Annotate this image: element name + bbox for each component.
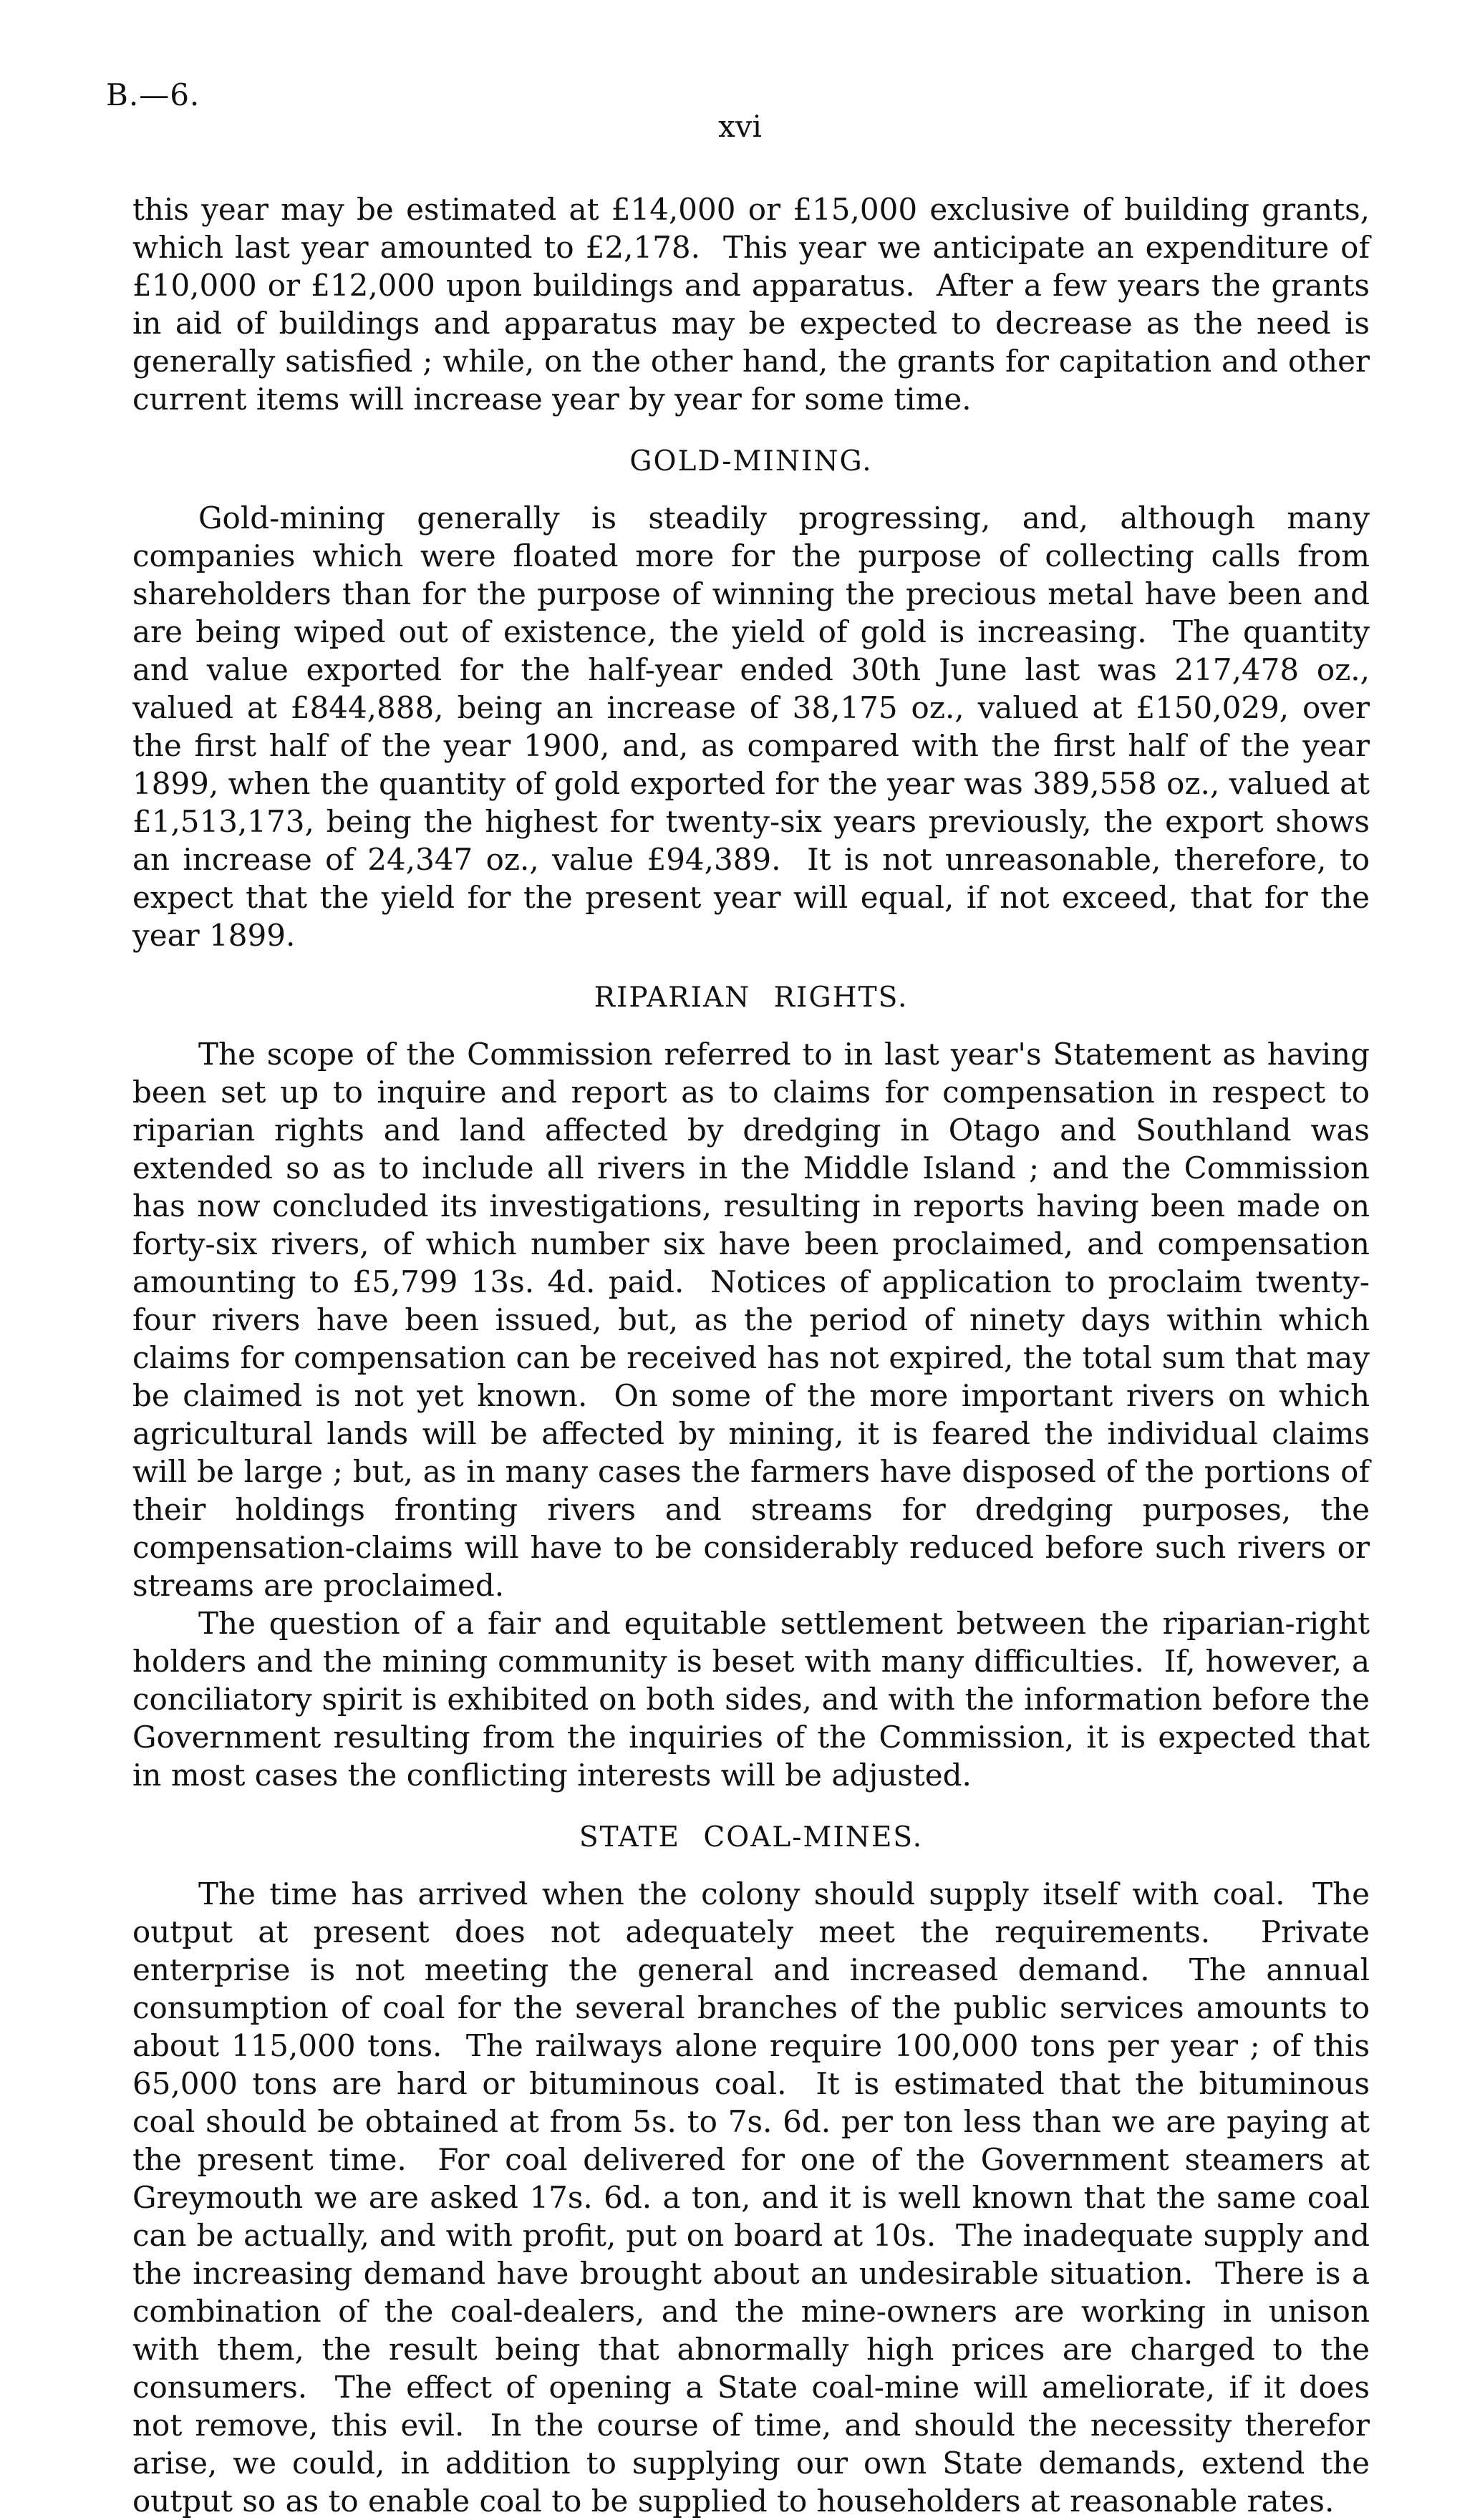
- paragraph-riparian-commission: The scope of the Commission referred to in last year's Statement as having been set up to inquire and report as to claims for compensation in respect to riparian rights and land affected by dredging in Otago and Southland was extended so as to include all rivers in the Middle Island ; and the Commission has now concluded its investigations, resulting in reports having been made on forty-six rivers, of which number six have been proclaimed, and compensation amounting to £5,799 13s. 4d. paid. Notices of application to proclaim twenty-four rivers have been issued, but, as the period of ninety days within which claims for compensation can be received has not expired, the total sum that may be claimed is not yet known. On some of the more important rivers on which agricultural lands will be affected by mining, it is feared the individual claims will be large ; but, as in many cases the farmers have disposed of the portions of their holdings fronting rivers and streams for dredging purposes, the compensation-claims will have to be considerably reduced before such rivers or streams are proclaimed.: [132, 1037, 1380, 1603]
- paragraph-gold-mining: Gold-mining generally is steadily progressing, and, although many companies which were floated more for the purpose of collecting calls from shareholders than for the purpose of winning the precious metal have been and are being wiped out of existence, the yield of gold is increasing. The quantity and value exported for the half-year ended 30th June last was 217,478 oz., valued at £844,888, being an increase of 38,175 oz., valued at £150,029, over the first half of the year 1900, and, as compared with the first half of the year 1899, when the quantity of gold exported for the year was 389,558 oz., valued at £1,513,173, being the highest for twenty-six years previously, the export shows an increase of 24,347 oz., value £94,389. It is not unreasonable, therefore, to expect that the yield for the present year will equal, if not exceed, that for the year 1899.: [132, 500, 1380, 953]
- section-heading-riparian-rights: RIPARIAN RIGHTS.: [594, 982, 909, 1014]
- page-number: xvi: [718, 109, 762, 144]
- paragraph-state-coal-mines: The time has arrived when the colony should supply itself with coal. The output at present does not adequately meet the requirements. Private enterprise is not meeting the general and increased demand. The annual consumption of coal for the several branches of the public services amounts to about 115,000 tons. The railways alone require 100,000 tons per year ; of this 65,000 tons are hard or bituminous coal. It is estimated that the bituminous coal should be obtained at from 5s. to 7s. 6d. per ton less than we are paying at the present time. For coal delivered for one of the Government steamers at Greymouth we are asked 17s. 6d. a ton, and it is well known that the same coal can be actually, and with profit, put on board at 10s. The inadequate supply and the increasing demand have brought about an undesirable situation. There is a combination of the coal-dealers, and the mine-owners are working in unison with them, the result being that abnormally high prices are charged to the consumers. The effect of opening a State coal-mine will ameliorate, if it does not remove, this evil. In the course of time, and should the necessity therefor arise, we could, in addition to supplying our own State demands, extend the output so as to enable coal to be supplied to householders at reasonable rates.: [132, 1876, 1380, 2519]
- paragraph-education-grants-continuation: this year may be estimated at £14,000 or £15,000 exclusive of building grants, which last year amounted to £2,178. This year we anticipate an expenditure of £10,000 or £12,000 upon buildings and apparatus. After a few years the grants in aid of buildings and apparatus may be expected to decrease as the need is generally satisfied ; while, on the other hand, the grants for capitation and other current items will increase year by year for some time.: [132, 192, 1380, 417]
- section-heading-gold-mining: GOLD-MINING.: [629, 445, 873, 478]
- page-body: [132, 190, 1380, 2520]
- section-heading-state-coal-mines: STATE COAL-MINES.: [579, 1821, 924, 1853]
- paragraph-riparian-settlement: The question of a fair and equitable settlement between the riparian-right holders and the mining community is beset with many difficulties. If, however, a conciliatory spirit is exhibited on both sides, and with the information before the Government resulting from the inquiries of the Commission, it is expected that in most cases the conflicting interests will be adjusted.: [132, 1606, 1380, 1793]
- document-reference: B.—6.: [106, 77, 200, 112]
